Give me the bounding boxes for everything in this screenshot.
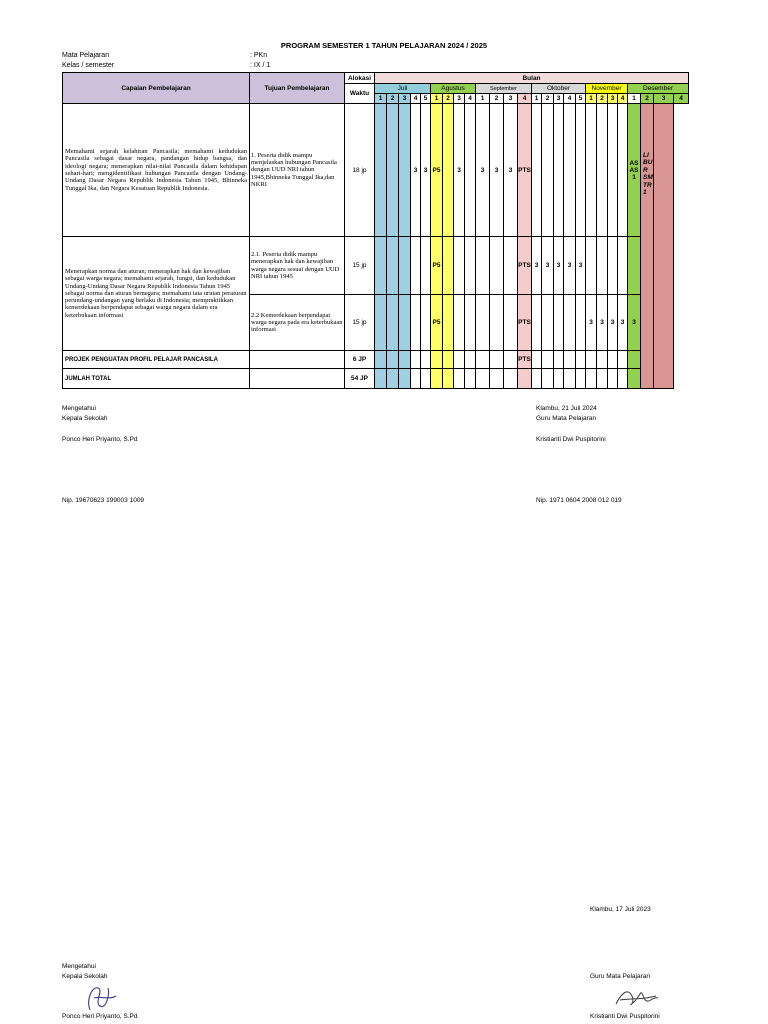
mark-r2-agu1: P5: [431, 237, 443, 295]
week-okt-1: 1: [532, 94, 542, 104]
capaian-2: Menerapkan norma dan aturan; menerapkan hak dan kewajiban sebagai warga negara; memahami sejarah, fungsi, dan kedudukan Undang-Undang Dasar Negara Republik Indonesia Tahun 1945 sebagai norma dan aturan bernegara; memahami tata urutan peraturan perundang-undangan yang berlaku di Indonesia; mempraktikkan kemerdekaan berpendapat sebagai warga negara dalam era keterbukaan informasi: [63, 237, 250, 351]
head-signature-scribble: [80, 980, 120, 1014]
mark-r1-agu1: P5: [431, 104, 443, 237]
week-des-1: 1: [628, 94, 641, 104]
mark-r1-agu3: 3: [454, 104, 465, 237]
header-capaian: Capaian Pembelajaran: [63, 73, 250, 104]
alokasi-2: 15 jp: [345, 237, 375, 295]
week-okt-3: 3: [554, 94, 564, 104]
mark-r1-sep4: PTS: [518, 104, 532, 237]
mark-r1-des2: LIBUR SMTR 1: [643, 152, 653, 197]
header-bulan: Bulan: [375, 73, 689, 84]
week-jul-3: 3: [399, 94, 411, 104]
mark-r1-sep1: 3: [476, 104, 490, 237]
mark-r1-des1: ASAS 1: [628, 104, 641, 237]
program-semester-table: [62, 72, 689, 389]
sig1-guru-role: Guru Mata Pelajaran: [536, 415, 596, 422]
month-oktober: Oktober: [532, 84, 586, 94]
mark-r3-nov3: 3: [608, 295, 618, 351]
week-des-4: 4: [674, 94, 689, 104]
jumlah-alokasi: 54 JP: [345, 369, 375, 389]
sig2-date: Klambu, 17 Juli 2023: [590, 906, 651, 913]
week-agu-4: 4: [465, 94, 476, 104]
class-label: Kelas / semester: [62, 62, 115, 69]
week-jul-5: 5: [421, 94, 431, 104]
sig1-head-name: Ponco Heri Priyanto, S.Pd: [62, 436, 138, 443]
mark-r1-sep2: 3: [490, 104, 504, 237]
subject-value: : PKn: [250, 52, 268, 59]
projek-mark: PTS: [518, 351, 532, 369]
month-september: September: [476, 84, 532, 94]
mark-r3-nov4: 3: [618, 295, 628, 351]
mark-r1-jul5: 3: [421, 104, 431, 237]
mark-r2-okt2: 3: [542, 237, 554, 295]
subject-label: Mata Pelajaran: [62, 52, 110, 59]
month-november: November: [586, 84, 628, 94]
week-des-2: 2: [641, 94, 654, 104]
week-okt-2: 2: [542, 94, 554, 104]
mark-r3-agu1: P5: [431, 295, 443, 351]
mark-r2-okt1: 3: [532, 237, 542, 295]
alokasi-3: 15 jp: [345, 295, 375, 351]
sig1-head-nip: Nip. 19670623 199003 1009: [62, 497, 145, 504]
sig1-date: Klambu, 21 Juli 2024: [536, 405, 597, 412]
month-desember: Desember: [628, 84, 689, 94]
mark-r3-nov1: 3: [586, 295, 597, 351]
week-sep-4: 4: [518, 94, 532, 104]
week-agu-2: 2: [443, 94, 454, 104]
alokasi-1: 18 jp: [345, 104, 375, 237]
month-juli: Juli: [375, 84, 431, 94]
mark-r2-okt5: 3: [576, 237, 586, 295]
libur-column: [641, 104, 654, 389]
tujuan-2: 2.1. Peserta didik mampu menerapkan hak dan kewajiban warga negara sesuai dengan UUD NRI tahun 1945: [250, 237, 345, 295]
projek-label: PROJEK PENGUATAN PROFIL PELAJAR PANCASILA: [63, 351, 250, 369]
header-tujuan: Tujuan Pembelajaran: [250, 73, 345, 104]
sig1-kepala-sekolah: Kepala Sekolah: [62, 415, 108, 422]
teacher-signature-scribble: [612, 984, 660, 1012]
week-okt-4: 4: [564, 94, 576, 104]
tujuan-3: 2.2 Kemerdekaan berpendapat warga negara pada era keterbukaan informasi: [250, 295, 345, 351]
sig2-teacher-name: Kristianti Dwi Puspitorini: [590, 1013, 660, 1020]
week-sep-2: 2: [490, 94, 504, 104]
week-okt-5: 5: [576, 94, 586, 104]
week-jul-4: 4: [411, 94, 421, 104]
mark-r2-okt3: 3: [554, 237, 564, 295]
mark-r1-sep3: 3: [504, 104, 518, 237]
jumlah-label: JUMLAH TOTAL: [63, 369, 250, 389]
week-jul-2: 2: [387, 94, 399, 104]
week-sep-3: 3: [504, 94, 518, 104]
capaian-1: Memahami sejarah kelahiran Pancasila; memahami kedudukan Pancasila sebagai dasar negara, pandangan hidup bangsa, dan ideologi negara; menerapkan nilai-nilai Pancasila dalam kehidupan sehari-hari; mengidentifikasi hubungan Pancasila dengan Undang-Undang Dasar Negara Republik Indonesia Tahun 1945, Bhinneka Tunggal Ika, dan Negara Kesatuan Republik Indonesia.: [63, 104, 250, 237]
tujuan-1: 1. Peserta didik mampu menjelaskan hubungan Pancasila dengan UUD NRI tahun 1945,Bhinneka Tunggal Ika,dan NKRI: [250, 104, 345, 237]
week-nov-4: 4: [618, 94, 628, 104]
mark-r1-jul4: 3: [411, 104, 421, 237]
sig2-mengetahui: Mengetahui: [62, 963, 96, 970]
month-agustus: Agustus: [431, 84, 476, 94]
week-nov-3: 3: [608, 94, 618, 104]
week-sep-1: 1: [476, 94, 490, 104]
week-agu-1: 1: [431, 94, 443, 104]
sig2-head-name: Ponco Heri Priyanto, S.Pd: [62, 1013, 138, 1020]
mark-r3-nov2: 3: [597, 295, 608, 351]
document-title: PROGRAM SEMESTER 1 TAHUN PELAJARAN 2024 / 2025: [280, 41, 488, 50]
class-value: : IX / 1: [250, 62, 271, 69]
week-nov-2: 2: [597, 94, 608, 104]
sig2-kepala-sekolah: Kepala Sekolah: [62, 973, 108, 980]
header-waktu: Waktu: [345, 84, 375, 104]
header-alokasi: Alokasi: [345, 73, 375, 84]
mark-r3-des1: 3: [628, 295, 641, 351]
sig1-teacher-name: Kristianti Dwi Puspitorini: [536, 436, 606, 443]
week-des-3: 3: [654, 94, 674, 104]
sig2-guru-role: Guru Mata Pelajaran: [590, 973, 650, 980]
sig1-teacher-nip: Nip. 1971 0604 2008 012 019: [536, 497, 622, 504]
projek-alokasi: 6 JP: [345, 351, 375, 369]
mark-r2-okt4: 3: [564, 237, 576, 295]
week-agu-3: 3: [454, 94, 465, 104]
mark-r3-sep4: PTS: [518, 295, 532, 351]
week-jul-1: 1: [375, 94, 387, 104]
sig1-mengetahui: Mengetahui: [62, 405, 96, 412]
mark-r2-sep4: PTS: [518, 237, 532, 295]
week-nov-1: 1: [586, 94, 597, 104]
